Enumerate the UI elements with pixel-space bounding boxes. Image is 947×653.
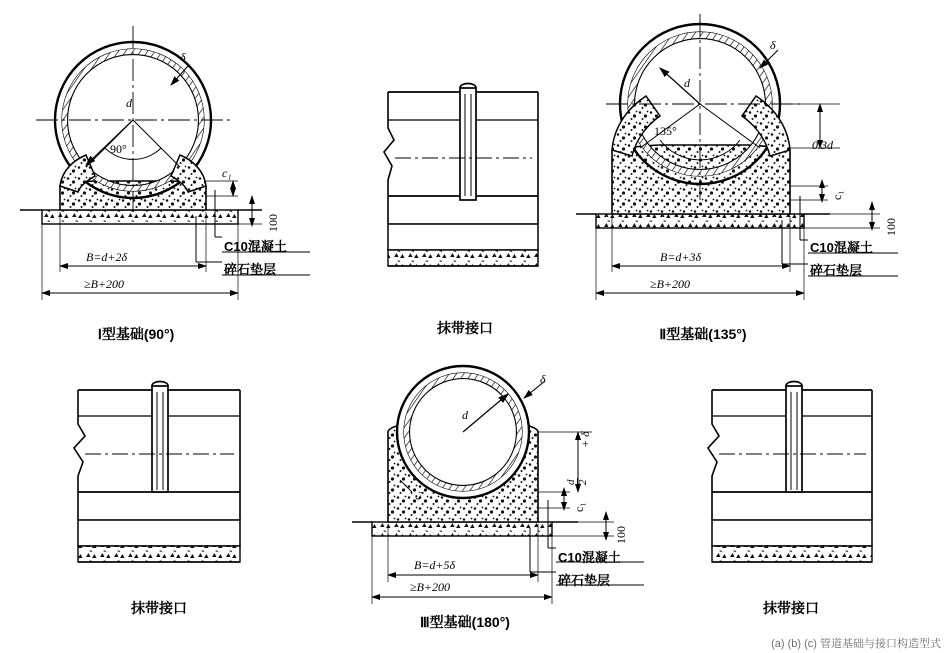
height-expr-num: d bbox=[565, 479, 577, 485]
height-expr-den: 2 bbox=[577, 479, 589, 485]
caption-panel-1: Ⅰ型基础(90°) bbox=[97, 326, 175, 342]
caption-panel-3: Ⅱ型基础(135°) bbox=[659, 326, 747, 342]
panel-6-drawing bbox=[708, 382, 872, 563]
label-c1-inner-p5: c₁ bbox=[410, 490, 424, 500]
label-height-expr-p5 bbox=[566, 479, 589, 487]
label-angle-p3: 135° bbox=[654, 124, 677, 138]
label-c1-p5: c₁ bbox=[572, 502, 586, 512]
label-height-expr-tail-p5: + δ bbox=[578, 431, 592, 448]
label-material-gravel-p5: 碎石垫层 bbox=[558, 573, 611, 588]
label-delta-p3: δ bbox=[770, 38, 776, 52]
label-depth-p3: 0.3d bbox=[812, 138, 833, 152]
label-100-p5: 100 bbox=[614, 526, 628, 544]
panel-2-drawing bbox=[384, 84, 538, 286]
panel-3-drawing bbox=[576, 14, 898, 300]
label-d-p5: d bbox=[462, 408, 468, 422]
label-material-gravel-p1: 碎石垫层 bbox=[224, 262, 277, 277]
label-angle-p1: 90° bbox=[110, 142, 127, 156]
label-d-p1: d bbox=[126, 96, 132, 110]
label-delta-p1: δ bbox=[180, 50, 186, 64]
label-base-width-p3: B=d+3δ bbox=[660, 250, 702, 264]
label-delta-p5: δ bbox=[540, 372, 546, 386]
label-100-p3: 100 bbox=[884, 218, 898, 236]
label-overall-width-p1: ≥B+200 bbox=[84, 277, 125, 291]
label-100-p1: 100 bbox=[266, 214, 280, 232]
label-material-concrete-p3: C10混凝土 bbox=[810, 240, 873, 255]
label-d-p3: d bbox=[684, 76, 690, 90]
label-overall-width-p3: ≥B+200 bbox=[650, 277, 691, 291]
figure-title-note: (a) (b) (c) 管道基础与接口构造型式 bbox=[771, 638, 941, 650]
label-overall-width-p5: ≥B+200 bbox=[410, 580, 451, 594]
caption-panel-2: 抹带接口 bbox=[437, 320, 493, 336]
panel-4-drawing bbox=[74, 382, 240, 563]
label-c1-p3: c₁ bbox=[830, 190, 844, 200]
caption-panel-6: 抹带接口 bbox=[763, 600, 819, 616]
caption-panel-4: 抹带接口 bbox=[131, 600, 187, 616]
label-material-concrete-p1: C10混凝土 bbox=[224, 239, 287, 254]
caption-panel-5: Ⅲ型基础(180°) bbox=[420, 614, 510, 630]
label-c1-p1: c₁ bbox=[222, 166, 232, 180]
label-base-width-p5: B=d+5δ bbox=[414, 558, 456, 572]
label-material-concrete-p5: C10混凝土 bbox=[558, 550, 621, 565]
panel-5-drawing bbox=[352, 366, 644, 604]
label-material-gravel-p3: 碎石垫层 bbox=[810, 263, 863, 278]
label-base-width-p1: B=d+2δ bbox=[86, 250, 128, 264]
